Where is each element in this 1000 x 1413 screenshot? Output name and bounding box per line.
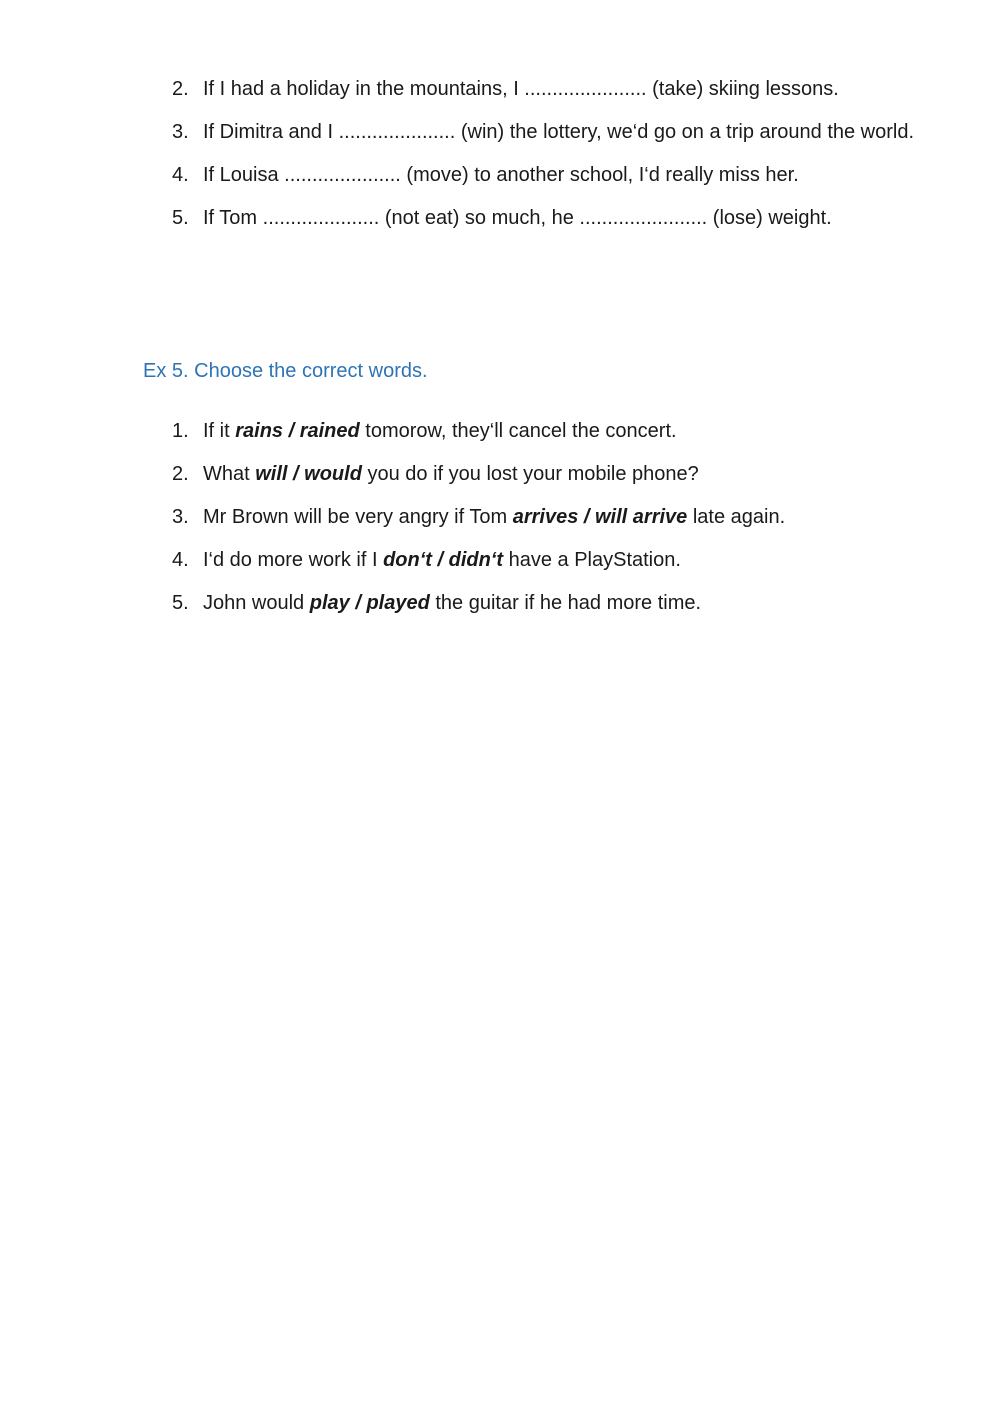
sentence-end: tomorow, they‘ll cancel the concert. (359, 420, 677, 442)
word-choice: play / played (309, 592, 430, 614)
item-number: 3. (172, 121, 189, 143)
item-number: 5. (172, 592, 189, 614)
item-number: 3. (172, 506, 189, 528)
item-text: If Louisa ..................... (move) to another school, I‘d really miss her. (203, 164, 799, 186)
item-text (203, 453, 942, 496)
exercise-5-list (172, 410, 942, 625)
list-item (172, 111, 942, 154)
item-number: 4. (172, 164, 189, 186)
exercise-5-heading: Ex 5. Choose the correct words. (143, 360, 428, 382)
item-number: 4. (172, 549, 189, 571)
sentence-start: If it (203, 420, 236, 442)
item-number: 5. (172, 207, 189, 229)
sentence-end: have a PlayStation. (503, 549, 681, 571)
word-choice: don‘t / didn‘t (383, 549, 504, 571)
item-text: If Dimitra and I ..................... (win) the lottery, we‘d go on a trip around the world. (203, 121, 915, 143)
item-number: 1. (172, 420, 189, 442)
item-text: If I had a holiday in the mountains, I ...................... (take) skiing lessons. (203, 78, 839, 100)
item-number: 2. (172, 78, 189, 100)
sentence-start: I‘d do more work if I (203, 549, 384, 571)
list-item (172, 410, 942, 453)
list-item (172, 496, 942, 539)
item-text (203, 582, 942, 625)
list-item (172, 453, 942, 496)
item-text (203, 410, 942, 453)
list-item (172, 539, 942, 582)
item-text (203, 539, 942, 582)
sentence-end: you do if you lost your mobile phone? (361, 463, 699, 485)
word-choice: rains / rained (235, 420, 360, 442)
list-item (172, 68, 942, 111)
item-text: If Tom ..................... (not eat) so much, he ....................... (lose) weight. (203, 207, 832, 229)
sentence-start: John would (203, 592, 310, 614)
sentence-end: late again. (687, 506, 786, 528)
exercise-4-list (172, 68, 942, 240)
item-text (203, 496, 942, 539)
word-choice: will / would (255, 463, 362, 485)
list-item (172, 197, 942, 240)
word-choice: arrives / will arrive (512, 506, 688, 528)
list-item (172, 582, 942, 625)
sentence-start: What (203, 463, 256, 485)
sentence-start: Mr Brown will be very angry if Tom (203, 506, 513, 528)
item-number: 2. (172, 463, 189, 485)
sentence-end: the guitar if he had more time. (429, 592, 702, 614)
list-item (172, 154, 942, 197)
